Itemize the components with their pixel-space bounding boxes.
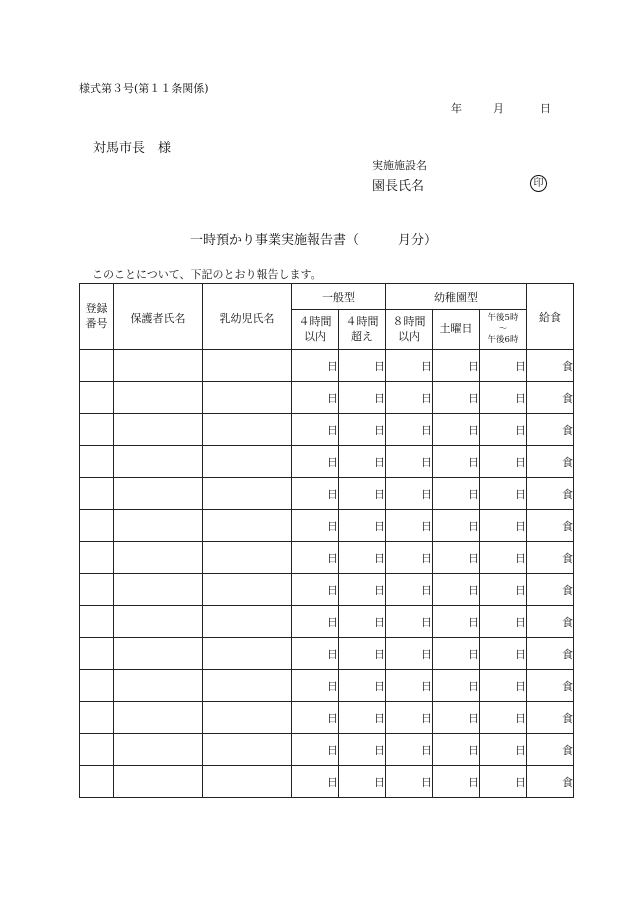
reg-no-cell[interactable] bbox=[80, 574, 114, 606]
reg-no-cell[interactable] bbox=[80, 414, 114, 446]
child-name-cell[interactable] bbox=[203, 414, 292, 446]
header-general-over-4h: ４時間 超え bbox=[339, 310, 386, 350]
header-general-type: 一般型 bbox=[292, 284, 386, 310]
guardian-name-cell[interactable] bbox=[114, 702, 203, 734]
guardian-name-cell[interactable] bbox=[114, 446, 203, 478]
kindergarten-within-8h-cell[interactable]: 日 bbox=[386, 446, 433, 478]
facility-name-label: 実施施設名 bbox=[372, 159, 427, 172]
kindergarten-evening-cell[interactable]: 日 bbox=[480, 446, 527, 478]
date-year-label: 年 bbox=[451, 102, 462, 115]
general-within-4h-cell[interactable]: 日 bbox=[292, 542, 339, 574]
guardian-name-cell[interactable] bbox=[114, 510, 203, 542]
table-row bbox=[80, 734, 574, 766]
reg-no-cell[interactable] bbox=[80, 510, 114, 542]
header-kindergarten-type: 幼稚園型 bbox=[386, 284, 527, 310]
table-row bbox=[80, 638, 574, 670]
child-name-cell[interactable] bbox=[203, 382, 292, 414]
table-row bbox=[80, 510, 574, 542]
table-row bbox=[80, 414, 574, 446]
general-within-4h-cell[interactable]: 日 bbox=[292, 734, 339, 766]
general-over-4h-cell[interactable]: 日 bbox=[339, 606, 386, 638]
principal-name-label: 園長氏名 bbox=[372, 179, 425, 194]
kindergarten-saturday-cell[interactable]: 日 bbox=[433, 414, 480, 446]
child-name-cell[interactable] bbox=[203, 350, 292, 382]
kindergarten-saturday-cell[interactable]: 日 bbox=[433, 574, 480, 606]
header-guardian-name: 保護者氏名 bbox=[114, 284, 203, 350]
report-body bbox=[80, 350, 574, 798]
meal-count-cell[interactable]: 食 bbox=[527, 414, 574, 446]
document-title: 一時預かり事業実施報告書（ 月分） bbox=[190, 233, 438, 248]
child-name-cell[interactable] bbox=[203, 702, 292, 734]
reg-no-cell[interactable] bbox=[80, 766, 114, 798]
kindergarten-evening-cell[interactable]: 日 bbox=[480, 702, 527, 734]
kindergarten-saturday-cell[interactable]: 日 bbox=[433, 766, 480, 798]
guardian-name-cell[interactable] bbox=[114, 574, 203, 606]
kindergarten-evening-cell[interactable]: 日 bbox=[480, 766, 527, 798]
kindergarten-within-8h-cell[interactable]: 日 bbox=[386, 606, 433, 638]
table-row bbox=[80, 766, 574, 798]
kindergarten-evening-cell[interactable]: 日 bbox=[480, 350, 527, 382]
guardian-name-cell[interactable] bbox=[114, 542, 203, 574]
table-row bbox=[80, 702, 574, 734]
general-within-4h-cell[interactable]: 日 bbox=[292, 414, 339, 446]
kindergarten-within-8h-cell[interactable]: 日 bbox=[386, 414, 433, 446]
seal-icon: 印 bbox=[530, 175, 547, 192]
meal-count-cell[interactable]: 食 bbox=[527, 702, 574, 734]
kindergarten-within-8h-cell[interactable]: 日 bbox=[386, 670, 433, 702]
header-meal: 給食 bbox=[527, 284, 574, 350]
header-kindergarten-evening: 午後5時 ～ 午後6時 bbox=[480, 310, 527, 350]
kindergarten-evening-cell[interactable]: 日 bbox=[480, 478, 527, 510]
reg-no-cell[interactable] bbox=[80, 542, 114, 574]
general-over-4h-cell[interactable]: 日 bbox=[339, 478, 386, 510]
reg-no-cell[interactable] bbox=[80, 702, 114, 734]
meal-count-cell[interactable]: 食 bbox=[527, 670, 574, 702]
date-day-label: 日 bbox=[540, 102, 551, 115]
meal-count-cell[interactable]: 食 bbox=[527, 638, 574, 670]
table-row bbox=[80, 574, 574, 606]
general-over-4h-cell[interactable]: 日 bbox=[339, 702, 386, 734]
general-over-4h-cell[interactable]: 日 bbox=[339, 542, 386, 574]
intro-text: このことについて、下記のとおり報告します。 bbox=[92, 268, 322, 281]
reg-no-cell[interactable] bbox=[80, 478, 114, 510]
general-within-4h-cell[interactable]: 日 bbox=[292, 670, 339, 702]
header-general-within-4h: ４時間 以内 bbox=[292, 310, 339, 350]
kindergarten-evening-cell[interactable]: 日 bbox=[480, 734, 527, 766]
general-within-4h-cell[interactable]: 日 bbox=[292, 574, 339, 606]
reg-no-cell[interactable] bbox=[80, 734, 114, 766]
child-name-cell[interactable] bbox=[203, 574, 292, 606]
header-registration-number: 登録番号 bbox=[80, 284, 114, 350]
header-kindergarten-within-8h: ８時間 以内 bbox=[386, 310, 433, 350]
meal-count-cell[interactable]: 食 bbox=[527, 446, 574, 478]
guardian-name-cell[interactable] bbox=[114, 350, 203, 382]
general-over-4h-cell[interactable]: 日 bbox=[339, 734, 386, 766]
kindergarten-within-8h-cell[interactable]: 日 bbox=[386, 766, 433, 798]
general-within-4h-cell[interactable]: 日 bbox=[292, 350, 339, 382]
kindergarten-within-8h-cell[interactable]: 日 bbox=[386, 478, 433, 510]
general-over-4h-cell[interactable]: 日 bbox=[339, 638, 386, 670]
kindergarten-saturday-cell[interactable]: 日 bbox=[433, 382, 480, 414]
guardian-name-cell[interactable] bbox=[114, 734, 203, 766]
kindergarten-saturday-cell[interactable]: 日 bbox=[433, 638, 480, 670]
kindergarten-within-8h-cell[interactable]: 日 bbox=[386, 702, 433, 734]
table-row bbox=[80, 382, 574, 414]
kindergarten-evening-cell[interactable]: 日 bbox=[480, 414, 527, 446]
general-within-4h-cell[interactable]: 日 bbox=[292, 638, 339, 670]
kindergarten-evening-cell[interactable]: 日 bbox=[480, 382, 527, 414]
table-row bbox=[80, 670, 574, 702]
child-name-cell[interactable] bbox=[203, 606, 292, 638]
guardian-name-cell[interactable] bbox=[114, 478, 203, 510]
kindergarten-within-8h-cell[interactable]: 日 bbox=[386, 574, 433, 606]
meal-count-cell[interactable]: 食 bbox=[527, 542, 574, 574]
kindergarten-evening-cell[interactable]: 日 bbox=[480, 638, 527, 670]
kindergarten-saturday-cell[interactable]: 日 bbox=[433, 510, 480, 542]
kindergarten-saturday-cell[interactable]: 日 bbox=[433, 702, 480, 734]
guardian-name-cell[interactable] bbox=[114, 606, 203, 638]
kindergarten-within-8h-cell[interactable]: 日 bbox=[386, 734, 433, 766]
meal-count-cell[interactable]: 食 bbox=[527, 734, 574, 766]
kindergarten-saturday-cell[interactable]: 日 bbox=[433, 350, 480, 382]
child-name-cell[interactable] bbox=[203, 478, 292, 510]
reg-no-cell[interactable] bbox=[80, 606, 114, 638]
child-name-cell[interactable] bbox=[203, 766, 292, 798]
general-within-4h-cell[interactable]: 日 bbox=[292, 510, 339, 542]
kindergarten-within-8h-cell[interactable]: 日 bbox=[386, 350, 433, 382]
meal-count-cell[interactable]: 食 bbox=[527, 350, 574, 382]
kindergarten-saturday-cell[interactable]: 日 bbox=[433, 542, 480, 574]
meal-count-cell[interactable]: 食 bbox=[527, 382, 574, 414]
general-within-4h-cell[interactable]: 日 bbox=[292, 478, 339, 510]
reg-no-cell[interactable] bbox=[80, 446, 114, 478]
kindergarten-saturday-cell[interactable]: 日 bbox=[433, 478, 480, 510]
kindergarten-evening-cell[interactable]: 日 bbox=[480, 574, 527, 606]
general-over-4h-cell[interactable]: 日 bbox=[339, 510, 386, 542]
kindergarten-within-8h-cell[interactable]: 日 bbox=[386, 542, 433, 574]
kindergarten-evening-cell[interactable]: 日 bbox=[480, 606, 527, 638]
general-within-4h-cell[interactable]: 日 bbox=[292, 382, 339, 414]
kindergarten-evening-cell[interactable]: 日 bbox=[480, 542, 527, 574]
child-name-cell[interactable] bbox=[203, 670, 292, 702]
general-within-4h-cell[interactable]: 日 bbox=[292, 606, 339, 638]
header-kindergarten-saturday: 土曜日 bbox=[433, 310, 480, 350]
meal-count-cell[interactable]: 食 bbox=[527, 510, 574, 542]
table-row bbox=[80, 542, 574, 574]
kindergarten-within-8h-cell[interactable]: 日 bbox=[386, 382, 433, 414]
kindergarten-saturday-cell[interactable]: 日 bbox=[433, 734, 480, 766]
general-over-4h-cell[interactable]: 日 bbox=[339, 382, 386, 414]
meal-count-cell[interactable]: 食 bbox=[527, 766, 574, 798]
child-name-cell[interactable] bbox=[203, 638, 292, 670]
general-over-4h-cell[interactable]: 日 bbox=[339, 414, 386, 446]
table-row bbox=[80, 478, 574, 510]
meal-count-cell[interactable]: 食 bbox=[527, 574, 574, 606]
table-row bbox=[80, 350, 574, 382]
child-name-cell[interactable] bbox=[203, 734, 292, 766]
guardian-name-cell[interactable] bbox=[114, 382, 203, 414]
general-over-4h-cell[interactable]: 日 bbox=[339, 670, 386, 702]
general-over-4h-cell[interactable]: 日 bbox=[339, 350, 386, 382]
general-over-4h-cell[interactable]: 日 bbox=[339, 574, 386, 606]
child-name-cell[interactable] bbox=[203, 510, 292, 542]
report-table bbox=[79, 283, 574, 798]
reg-no-cell[interactable] bbox=[80, 350, 114, 382]
form-number: 様式第３号(第１１条関係) bbox=[79, 82, 209, 95]
reg-no-cell[interactable] bbox=[80, 638, 114, 670]
kindergarten-saturday-cell[interactable]: 日 bbox=[433, 606, 480, 638]
kindergarten-evening-cell[interactable]: 日 bbox=[480, 670, 527, 702]
guardian-name-cell[interactable] bbox=[114, 766, 203, 798]
child-name-cell[interactable] bbox=[203, 446, 292, 478]
meal-count-cell[interactable]: 食 bbox=[527, 606, 574, 638]
kindergarten-within-8h-cell[interactable]: 日 bbox=[386, 638, 433, 670]
general-over-4h-cell[interactable]: 日 bbox=[339, 766, 386, 798]
kindergarten-saturday-cell[interactable]: 日 bbox=[433, 670, 480, 702]
date-month-label: 月 bbox=[493, 102, 504, 115]
reg-no-cell[interactable] bbox=[80, 382, 114, 414]
table-row bbox=[80, 606, 574, 638]
kindergarten-evening-cell[interactable]: 日 bbox=[480, 510, 527, 542]
general-within-4h-cell[interactable]: 日 bbox=[292, 446, 339, 478]
guardian-name-cell[interactable] bbox=[114, 638, 203, 670]
guardian-name-cell[interactable] bbox=[114, 670, 203, 702]
reg-no-cell[interactable] bbox=[80, 670, 114, 702]
kindergarten-within-8h-cell[interactable]: 日 bbox=[386, 510, 433, 542]
general-within-4h-cell[interactable]: 日 bbox=[292, 702, 339, 734]
header-child-name: 乳幼児氏名 bbox=[203, 284, 292, 350]
general-within-4h-cell[interactable]: 日 bbox=[292, 766, 339, 798]
table-row bbox=[80, 446, 574, 478]
child-name-cell[interactable] bbox=[203, 542, 292, 574]
guardian-name-cell[interactable] bbox=[114, 414, 203, 446]
addressee: 対馬市長 様 bbox=[93, 141, 172, 156]
general-over-4h-cell[interactable]: 日 bbox=[339, 446, 386, 478]
meal-count-cell[interactable]: 食 bbox=[527, 478, 574, 510]
kindergarten-saturday-cell[interactable]: 日 bbox=[433, 446, 480, 478]
